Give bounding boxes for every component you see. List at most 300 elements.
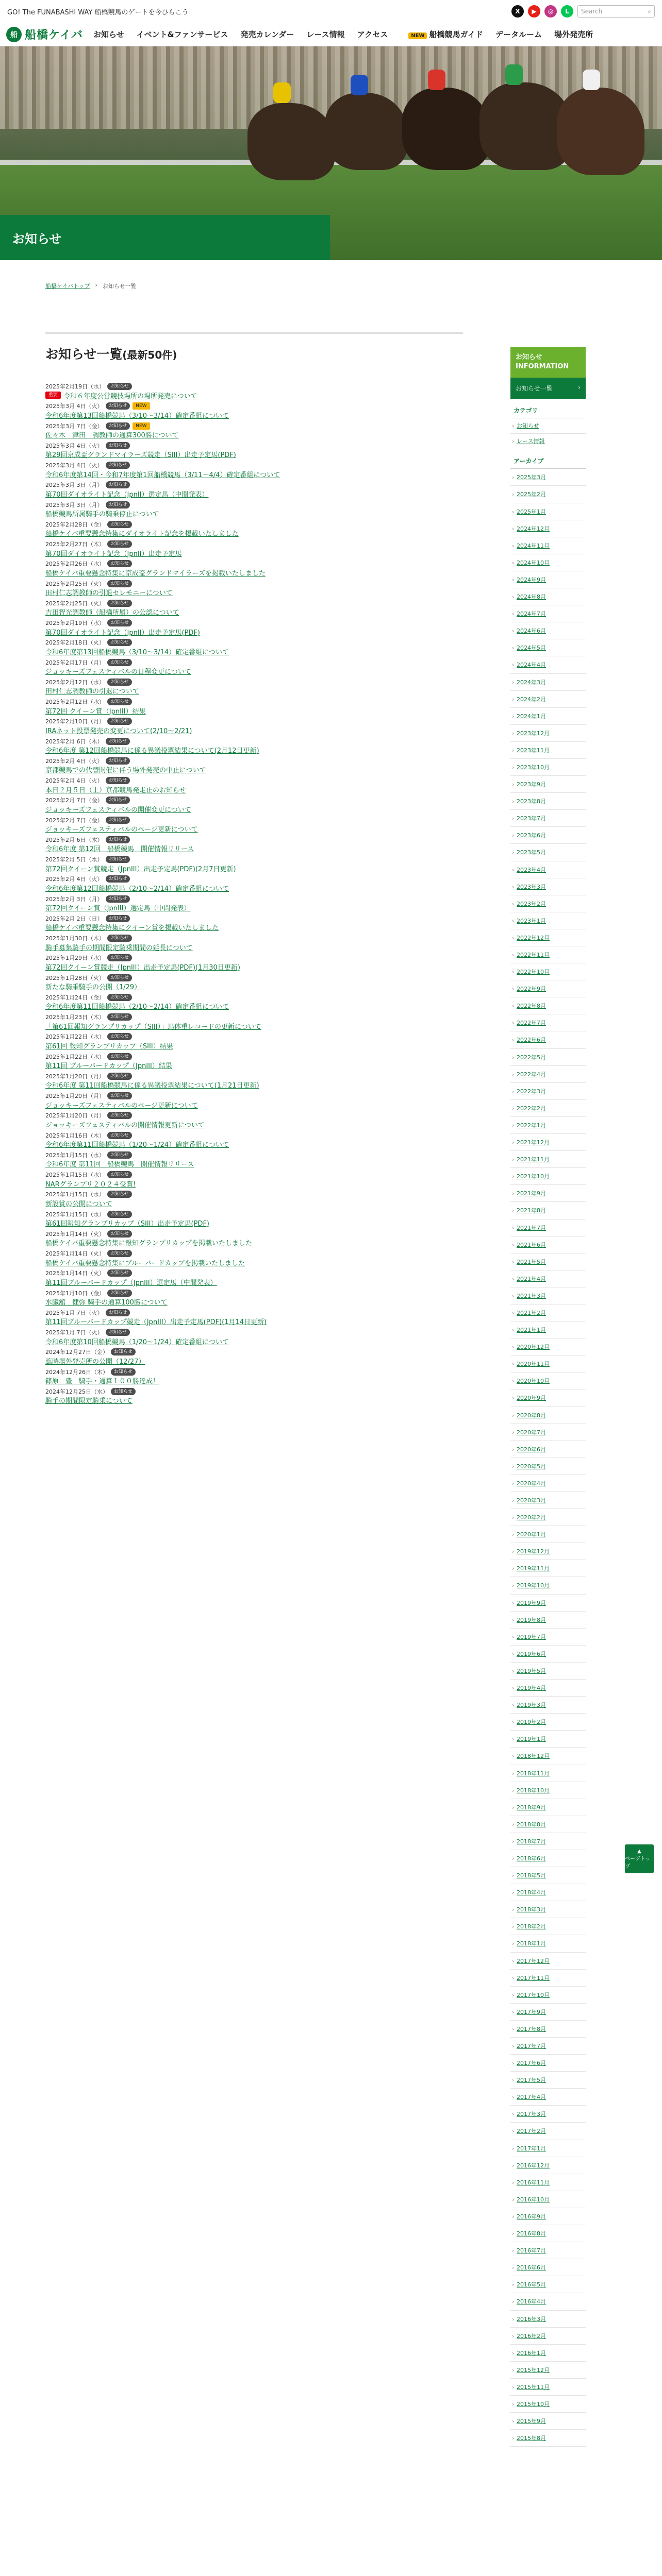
sidebar-archive-link[interactable]: › 2021年9月 xyxy=(510,1185,586,1202)
sidebar-archive-link[interactable]: › 2020年4月 xyxy=(510,1475,586,1492)
news-title: IRAネット投票発売の変更について(2/10〜2/21) xyxy=(45,727,192,735)
news-date: 2025年2月12日（水） xyxy=(45,699,105,705)
sidebar-archive-link[interactable]: › 2022年7月 xyxy=(510,1014,586,1031)
sidebar-archive-link[interactable]: › 2022年12月 xyxy=(510,929,586,946)
sidebar-archive-link[interactable]: › 2023年7月 xyxy=(510,810,586,827)
news-title-link[interactable] xyxy=(45,410,463,419)
news-title-link[interactable] xyxy=(45,1021,463,1030)
news-date: 2025年2月 7日（金） xyxy=(45,817,103,824)
news-category-tag: お知らせ xyxy=(106,796,130,804)
news-meta xyxy=(45,1210,463,1218)
news-title-link[interactable] xyxy=(45,765,463,774)
breadcrumb-separator: › xyxy=(95,282,97,289)
sidebar-archive-link[interactable]: › 2016年8月 xyxy=(510,2225,586,2242)
news-category-tag: お知らせ xyxy=(106,856,130,863)
news-title-link[interactable] xyxy=(45,1258,463,1267)
news-category-tag: お知らせ xyxy=(107,619,132,626)
sidebar-archive-link[interactable]: › 2015年10月 xyxy=(510,2396,586,2413)
sidebar-archive-link[interactable]: › 2016年9月 xyxy=(510,2208,586,2225)
sidebar-archive-link[interactable]: › 2017年11月 xyxy=(510,1970,586,1987)
news-date: 2025年2月28日（金） xyxy=(45,521,105,528)
sidebar-archive-link[interactable]: › 2024年11月 xyxy=(510,537,586,554)
news-item xyxy=(45,1348,463,1367)
news-title: 令和6年度第13回船橋競馬（3/10〜3/14）確定番組について xyxy=(45,412,229,420)
news-title-link[interactable] xyxy=(45,489,463,498)
sidebar-archive-link[interactable]: › 2018年12月 xyxy=(510,1748,586,1765)
sidebar-archive-link[interactable]: › 2019年7月 xyxy=(510,1629,586,1646)
sidebar-archive-link[interactable]: › 2020年9月 xyxy=(510,1389,586,1406)
news-title-link[interactable] xyxy=(45,627,463,636)
sidebar-archive-link[interactable]: › 2017年6月 xyxy=(510,2055,586,2072)
sidebar-archive-link[interactable]: › 2022年8月 xyxy=(510,997,586,1014)
news-title-link[interactable] xyxy=(45,548,463,557)
news-category-tag: お知らせ xyxy=(107,974,132,981)
sidebar-archive-link[interactable]: › 2021年3月 xyxy=(510,1287,586,1304)
sidebar-category-news[interactable]: › お知らせ xyxy=(510,418,586,434)
sidebar-archive-link[interactable]: › 2025年2月 xyxy=(510,486,586,503)
sidebar-archive-link[interactable]: › 2017年7月 xyxy=(510,2038,586,2055)
sidebar-archive-link[interactable]: › 2020年1月 xyxy=(510,1526,586,1543)
news-meta xyxy=(45,1072,463,1080)
sidebar-archive-link[interactable]: › 2017年10月 xyxy=(510,1987,586,2004)
sidebar-archive-link[interactable]: › 2022年11月 xyxy=(510,946,586,963)
news-new-badge: NEW xyxy=(133,422,150,430)
sidebar-archive-link[interactable]: › 2023年5月 xyxy=(510,844,586,861)
sidebar-archive-link[interactable]: › 2024年12月 xyxy=(510,520,586,537)
sidebar-archive-link[interactable]: › 2024年6月 xyxy=(510,622,586,639)
site-logo[interactable] xyxy=(6,26,83,42)
news-title-link[interactable] xyxy=(45,450,463,459)
sidebar-archive-link[interactable]: › 2016年6月 xyxy=(510,2259,586,2276)
news-title-link[interactable] xyxy=(45,1159,463,1168)
news-category-tag: お知らせ xyxy=(106,895,130,903)
news-date: 2025年3月 4日（火） xyxy=(45,442,103,449)
news-item xyxy=(45,1032,463,1052)
sidebar-archive-link[interactable]: › 2018年10月 xyxy=(510,1782,586,1799)
news-date: 2025年1月24日（金） xyxy=(45,994,105,1001)
news-title: 佐々木 津田 調教師の通算300勝について xyxy=(45,432,179,439)
horse-image xyxy=(247,103,335,180)
news-item xyxy=(45,560,463,579)
news-title-link[interactable] xyxy=(45,1120,463,1129)
sidebar-archive-link[interactable]: › 2018年1月 xyxy=(510,1935,586,1952)
nav-item-guide[interactable] xyxy=(408,29,483,40)
sidebar-archive-link[interactable]: › 2025年3月 xyxy=(510,469,586,486)
news-item xyxy=(45,501,463,520)
sidebar-archive-link[interactable]: › 2023年2月 xyxy=(510,895,586,912)
sidebar-archive-link[interactable]: › 2024年10月 xyxy=(510,554,586,571)
sidebar-archive-link[interactable]: › 2018年5月 xyxy=(510,1867,586,1884)
sidebar-archive-link[interactable]: › 2019年2月 xyxy=(510,1714,586,1731)
news-title: 第11回ブルーバードカップ（JpnIII）選定馬（中間発表） xyxy=(45,1279,217,1287)
sidebar-archive-link[interactable]: › 2023年12月 xyxy=(510,725,586,742)
sidebar-archive-link[interactable]: › 2021年1月 xyxy=(510,1321,586,1338)
news-title-link[interactable] xyxy=(45,844,463,853)
sidebar-archive-link[interactable]: › 2022年4月 xyxy=(510,1066,586,1083)
news-item xyxy=(45,1131,463,1151)
sidebar-archive-link[interactable]: › 2017年8月 xyxy=(510,2021,586,2038)
news-title-link[interactable] xyxy=(45,1336,463,1346)
news-meta xyxy=(45,442,463,450)
jockey-image xyxy=(505,64,523,85)
news-category-tag: お知らせ xyxy=(107,639,132,646)
news-title: 船橋ケイバ重要懸念特集にブルーバードカップを掲載いたしました xyxy=(45,1259,245,1267)
news-category-tag: お知らせ xyxy=(106,738,130,745)
sidebar-archive-link[interactable]: › 2020年11月 xyxy=(510,1355,586,1372)
news-title-link[interactable] xyxy=(45,725,463,735)
news-date: 2025年2月 4日（火） xyxy=(45,876,103,883)
sidebar-archive-link[interactable]: › 2019年5月 xyxy=(510,1663,586,1680)
search-placeholder: Search xyxy=(581,8,603,15)
nav-new-badge: NEW xyxy=(408,32,427,39)
news-title-link[interactable] xyxy=(45,804,463,814)
sidebar-archive-link[interactable]: › 2020年12月 xyxy=(510,1338,586,1355)
sidebar-archive-link[interactable]: › 2022年6月 xyxy=(510,1031,586,1048)
sidebar-archive-link[interactable]: › 2015年11月 xyxy=(510,2379,586,2396)
news-meta xyxy=(45,757,463,765)
news-date: 2025年2月19日（水） xyxy=(45,383,105,390)
sidebar-archive-link[interactable]: › 2016年12月 xyxy=(510,2157,586,2174)
sidebar-archive-link[interactable]: › 2018年11月 xyxy=(510,1765,586,1782)
news-title-link[interactable] xyxy=(45,568,463,577)
news-title-link[interactable] xyxy=(45,1376,463,1385)
sidebar-archive-link[interactable]: › 2015年8月 xyxy=(510,2430,586,2447)
nav-item-events[interactable]: イベント&ファンサービス xyxy=(136,30,228,39)
news-meta xyxy=(45,1032,463,1041)
sidebar-archive-link[interactable]: › 2020年5月 xyxy=(510,1458,586,1475)
news-date: 2025年3月 4日（火） xyxy=(45,462,103,469)
sidebar-archive-link[interactable]: › 2015年9月 xyxy=(510,2413,586,2430)
news-category-tag: お知らせ xyxy=(107,540,132,548)
sidebar-archive-link[interactable]: › 2021年2月 xyxy=(510,1304,586,1321)
news-title: 令和6年度 第12回 船橋競馬 開催情報リリース xyxy=(45,845,194,853)
search-input[interactable] xyxy=(577,5,655,18)
sidebar-archive-link[interactable]: › 2016年3月 xyxy=(510,2311,586,2328)
news-item xyxy=(45,1230,463,1249)
news-category-tag: お知らせ xyxy=(106,501,130,509)
news-meta xyxy=(45,481,463,489)
sidebar-archive-link[interactable]: › 2024年3月 xyxy=(510,674,586,691)
news-category-tag: お知らせ xyxy=(106,1329,130,1336)
news-title-link[interactable] xyxy=(45,391,463,400)
news-title: 令和6年度第12回船橋競馬（2/10〜2/14）確定番組について xyxy=(45,885,229,893)
news-item xyxy=(45,875,463,894)
news-title-link[interactable] xyxy=(45,1218,463,1228)
sidebar-archive-link[interactable]: › 2022年3月 xyxy=(510,1083,586,1100)
news-item xyxy=(45,974,463,993)
sidebar-archive-link[interactable]: › 2021年8月 xyxy=(510,1202,586,1219)
sidebar-archive-title: アーカイブ xyxy=(510,449,586,469)
sidebar-archive-link[interactable]: › 2018年3月 xyxy=(510,1901,586,1918)
sidebar-archive-link[interactable]: › 2018年2月 xyxy=(510,1918,586,1935)
news-title-link[interactable] xyxy=(45,430,463,439)
instagram-icon[interactable]: ◎ xyxy=(544,5,557,18)
news-meta xyxy=(45,599,463,607)
sidebar-archive-link[interactable]: › 2023年10月 xyxy=(510,759,586,776)
sidebar-active-label: お知らせ一覧 xyxy=(516,385,553,393)
sidebar-archive-link[interactable]: › 2016年5月 xyxy=(510,2276,586,2293)
hero-banner xyxy=(0,46,662,260)
news-title-link[interactable] xyxy=(45,824,463,834)
news-title: 船橋ケイバ重要懸念特集にクイーン賞を掲載いたしました xyxy=(45,924,219,932)
sidebar-archive-link[interactable]: › 2016年4月 xyxy=(510,2293,586,2310)
horse-image xyxy=(402,88,490,170)
news-item xyxy=(45,442,463,461)
news-category-tag: お知らせ xyxy=(107,1171,132,1178)
news-title-link[interactable] xyxy=(45,686,463,696)
news-item xyxy=(45,934,463,954)
breadcrumb-home[interactable]: 船橋ケイバトップ xyxy=(45,283,90,290)
sidebar-archive-link[interactable]: › 2015年12月 xyxy=(510,2362,586,2379)
news-title: 「第61回報知グランプリカップ（SIII）」馬体重レコードの更新について xyxy=(45,1023,261,1030)
news-meta xyxy=(45,540,463,548)
sidebar-archive-link[interactable]: › 2024年5月 xyxy=(510,639,586,656)
news-meta xyxy=(45,501,463,509)
sidebar-archive-link[interactable]: › 2019年8月 xyxy=(510,1612,586,1629)
line-icon[interactable]: L xyxy=(561,5,573,18)
news-date: 2025年1月 7日（火） xyxy=(45,1329,103,1336)
news-date: 2025年1月29日（水） xyxy=(45,955,105,962)
news-title: 令和6年度 第12回船橋競馬に係る異議投票結果について(2月12日更新) xyxy=(45,747,259,755)
sidebar-archive-link[interactable]: › 2023年11月 xyxy=(510,742,586,759)
news-category-tag: お知らせ xyxy=(107,1132,132,1139)
sidebar-archive-link[interactable]: › 2018年6月 xyxy=(510,1850,586,1867)
news-title-link[interactable] xyxy=(45,1198,463,1208)
sidebar-archive-link[interactable]: › 2016年2月 xyxy=(510,2328,586,2345)
news-title-link[interactable] xyxy=(45,607,463,617)
news-title-link[interactable] xyxy=(45,667,463,676)
news-title-link[interactable] xyxy=(45,1297,463,1307)
news-title-link[interactable] xyxy=(45,982,463,991)
news-meta xyxy=(45,855,463,863)
news-title-link[interactable] xyxy=(45,1277,463,1286)
news-meta xyxy=(45,1269,463,1277)
news-title-link[interactable] xyxy=(45,745,463,755)
main-column xyxy=(45,311,463,2447)
news-category-tag: お知らせ xyxy=(106,422,130,430)
news-title-link[interactable] xyxy=(45,1396,463,1405)
sidebar-archive-link[interactable]: › 2019年11月 xyxy=(510,1560,586,1577)
news-title-link[interactable] xyxy=(45,903,463,912)
news-meta xyxy=(45,836,463,844)
sidebar-archive-link[interactable]: › 2016年11月 xyxy=(510,2174,586,2191)
sidebar-archive-link[interactable]: › 2017年5月 xyxy=(510,2072,586,2089)
sidebar-archive-link[interactable]: › 2020年2月 xyxy=(510,1509,586,1526)
sidebar-archive-link[interactable]: › 2017年3月 xyxy=(510,2106,586,2123)
sidebar-archive-link[interactable]: › 2018年4月 xyxy=(510,1884,586,1901)
sidebar-archive-link[interactable]: › 2024年7月 xyxy=(510,605,586,622)
news-title: 新設賞の公開について xyxy=(45,1200,112,1208)
news-title: 船橋ケイバ重要懸念特集に報知グランプリカップを掲載いたしました xyxy=(45,1240,253,1247)
sidebar-category-race[interactable]: › レース情報 xyxy=(510,434,586,449)
news-title-link[interactable] xyxy=(45,1080,463,1090)
news-title: 第72回 クイーン賞（JpnIII）結果 xyxy=(45,707,146,715)
news-title-link[interactable] xyxy=(45,588,463,597)
sidebar-archive-link[interactable]: › 2023年6月 xyxy=(510,827,586,844)
news-item xyxy=(45,1328,463,1348)
sidebar-archive-link[interactable]: › 2019年1月 xyxy=(510,1731,586,1748)
news-title-link[interactable] xyxy=(45,1100,463,1109)
sidebar-archive-link[interactable]: › 2020年6月 xyxy=(510,1441,586,1458)
news-title-link[interactable] xyxy=(45,1002,463,1011)
news-title-link[interactable] xyxy=(45,1179,463,1188)
news-title-link[interactable] xyxy=(45,647,463,656)
sidebar-archive-link[interactable]: › 2022年10月 xyxy=(510,963,586,980)
news-category-tag: お知らせ xyxy=(107,560,132,567)
news-meta xyxy=(45,560,463,568)
news-meta xyxy=(45,1249,463,1258)
sidebar-archive-link[interactable]: › 2017年1月 xyxy=(510,2140,586,2157)
news-category-tag: お知らせ xyxy=(107,1151,132,1159)
news-meta xyxy=(45,638,463,647)
sidebar-archive-link[interactable]: › 2025年1月 xyxy=(510,503,586,520)
news-title: 第61回 報知グランプリカップ（SIII）結果 xyxy=(45,1042,173,1050)
youtube-icon[interactable]: ▶ xyxy=(528,5,540,18)
nav-item-offtrack[interactable]: 場外発売所 xyxy=(554,30,593,39)
jockey-image xyxy=(583,70,600,90)
sidebar-archive-link[interactable]: › 2023年3月 xyxy=(510,878,586,895)
sidebar-archive-link[interactable]: › 2021年6月 xyxy=(510,1236,586,1253)
news-title-link[interactable] xyxy=(45,1140,463,1149)
nav-item-race-info[interactable]: レース情報 xyxy=(306,30,345,39)
sidebar-archive-link[interactable]: › 2020年10月 xyxy=(510,1372,586,1389)
news-title-link[interactable] xyxy=(45,962,463,971)
sidebar-archive-link[interactable]: › 2018年9月 xyxy=(510,1799,586,1816)
sidebar-archive-link[interactable]: › 2020年7月 xyxy=(510,1424,586,1441)
sidebar-archive-link[interactable]: › 2016年10月 xyxy=(510,2191,586,2208)
sidebar-archive-link[interactable]: › 2018年8月 xyxy=(510,1816,586,1833)
news-meta xyxy=(45,1013,463,1021)
sidebar-archive-link[interactable]: › 2019年6月 xyxy=(510,1646,586,1663)
breadcrumb xyxy=(0,260,662,290)
news-category-tag: お知らせ xyxy=(106,757,130,765)
sidebar-archive-link[interactable]: › 2022年5月 xyxy=(510,1049,586,1066)
sidebar-archive-link[interactable]: › 2022年9月 xyxy=(510,980,586,997)
sidebar-archive-link[interactable]: › 2021年7月 xyxy=(510,1219,586,1236)
nav-item-access[interactable]: アクセス xyxy=(357,30,388,39)
news-title-link[interactable] xyxy=(45,469,463,479)
news-date: 2025年2月19日（水） xyxy=(45,620,105,626)
news-item xyxy=(45,638,463,658)
news-meta xyxy=(45,776,463,785)
nav-item-calendar[interactable]: 発売カレンダー xyxy=(240,30,294,39)
news-date: 2025年1月20日（月） xyxy=(45,1112,105,1120)
news-title-link[interactable] xyxy=(45,1317,463,1326)
sidebar-archive-link[interactable]: › 2023年1月 xyxy=(510,912,586,929)
sidebar-archive-link[interactable]: › 2024年2月 xyxy=(510,691,586,708)
news-meta xyxy=(45,698,463,706)
news-title-link[interactable] xyxy=(45,785,463,794)
sidebar-archive-link[interactable]: › 2022年1月 xyxy=(510,1117,586,1134)
sidebar-archive-link[interactable]: › 2019年9月 xyxy=(510,1595,586,1612)
news-title-link[interactable] xyxy=(45,706,463,715)
sidebar-archive-link[interactable]: › 2017年2月 xyxy=(510,2123,586,2140)
sidebar-archive-link[interactable]: › 2019年4月 xyxy=(510,1680,586,1697)
sidebar-archive-link[interactable]: › 2016年1月 xyxy=(510,2345,586,2362)
sidebar-archive-link[interactable]: › 2021年10月 xyxy=(510,1168,586,1185)
archive-list xyxy=(510,469,586,2447)
tagline: GO! The FUNABASHI WAY 船橋競馬のゲートを今ひらこう xyxy=(7,8,189,16)
news-meta xyxy=(45,895,463,903)
search-icon[interactable]: ⌕ xyxy=(648,7,651,15)
news-title-link[interactable] xyxy=(45,1238,463,1247)
topbar xyxy=(0,0,662,23)
news-category-tag: お知らせ xyxy=(107,1112,132,1119)
sidebar-archive-link[interactable]: › 2021年4月 xyxy=(510,1270,586,1287)
sidebar-archive-link[interactable]: › 2019年3月 xyxy=(510,1697,586,1714)
news-date: 2025年1月22日（水） xyxy=(45,1053,105,1060)
sidebar-archive-link[interactable]: › 2020年3月 xyxy=(510,1492,586,1509)
news-item xyxy=(45,1269,463,1289)
sidebar-archive-link[interactable]: › 2019年10月 xyxy=(510,1577,586,1594)
news-item xyxy=(45,757,463,776)
news-date: 2025年2月17日（月） xyxy=(45,659,105,666)
news-title-link[interactable] xyxy=(45,923,463,932)
news-title-link[interactable] xyxy=(45,1356,463,1365)
news-category-tag: お知らせ xyxy=(106,402,130,410)
news-meta xyxy=(45,1171,463,1179)
news-title-link[interactable] xyxy=(45,883,463,892)
news-item xyxy=(45,481,463,500)
nav-item-news[interactable]: お知らせ xyxy=(93,30,124,39)
news-title-link[interactable] xyxy=(45,942,463,952)
sidebar-archive-link[interactable]: › 2024年8月 xyxy=(510,588,586,605)
sidebar-archive-link[interactable]: › 2023年9月 xyxy=(510,776,586,793)
news-item xyxy=(45,1092,463,1111)
news-title-link[interactable] xyxy=(45,509,463,518)
sidebar-archive-link[interactable]: › 2023年4月 xyxy=(510,861,586,878)
news-title-link[interactable] xyxy=(45,863,463,873)
news-category-tag: お知らせ xyxy=(107,1092,132,1099)
sidebar-archive-link[interactable]: › 2024年9月 xyxy=(510,571,586,588)
sidebar-archive-link[interactable]: › 2020年8月 xyxy=(510,1407,586,1424)
sidebar-archive-link[interactable]: › 2021年5月 xyxy=(510,1253,586,1270)
news-title: 令和6年度第14回・今和7年度第1回船橋競馬（3/11〜4/4）確定番組について xyxy=(45,471,280,479)
sidebar-archive-link[interactable]: › 2017年4月 xyxy=(510,2089,586,2106)
news-title-link[interactable] xyxy=(45,529,463,538)
sidebar-archive-link[interactable]: › 2017年12月 xyxy=(510,1953,586,1970)
sidebar-archive-link[interactable]: › 2024年4月 xyxy=(510,656,586,673)
x-twitter-icon[interactable]: X xyxy=(511,5,524,18)
news-title: 第29回京成盃グランドマイラーズ競走（SIII）出走予定馬(PDF) xyxy=(45,451,236,459)
news-title: 令和６年度公営競技場所の場所発売について xyxy=(63,392,197,400)
news-item xyxy=(45,1151,463,1171)
news-date: 2025年2月 4日（火） xyxy=(45,777,103,784)
sidebar-archive-link[interactable]: › 2024年1月 xyxy=(510,708,586,725)
news-category-tag: お知らせ xyxy=(107,1013,132,1021)
sidebar-archive-link[interactable]: › 2019年12月 xyxy=(510,1543,586,1560)
sidebar-archive-link[interactable]: › 2021年12月 xyxy=(510,1134,586,1151)
news-category-tag: お知らせ xyxy=(107,935,132,942)
nav-item-dataroom[interactable]: データルーム xyxy=(495,30,542,39)
news-title: 田村仁志調教師の引退セレモニーについて xyxy=(45,589,173,597)
back-to-top-button[interactable] xyxy=(625,1844,654,1873)
sidebar-archive-link[interactable]: › 2022年2月 xyxy=(510,1100,586,1117)
news-date: 2025年2月26日（水） xyxy=(45,561,105,568)
news-title: 第11回ブルーバードカップ競走（JpnIII）出走予定馬(PDF)(1月14日更新) xyxy=(45,1318,267,1326)
sidebar-item-news-list[interactable] xyxy=(510,378,586,399)
sidebar-archive-link[interactable]: › 2023年8月 xyxy=(510,793,586,810)
back-to-top-label: ページトップ xyxy=(625,1856,651,1870)
news-item xyxy=(45,954,463,973)
news-title-link[interactable] xyxy=(45,1061,463,1070)
news-date: 2025年1月20日（月） xyxy=(45,1093,105,1099)
sidebar-archive-link[interactable]: › 2017年9月 xyxy=(510,2004,586,2021)
sidebar-archive-link[interactable]: › 2018年7月 xyxy=(510,1833,586,1850)
sidebar-archive-link[interactable]: › 2016年7月 xyxy=(510,2242,586,2259)
news-title-link[interactable] xyxy=(45,1041,463,1050)
sidebar-archive-link[interactable]: › 2021年11月 xyxy=(510,1151,586,1168)
